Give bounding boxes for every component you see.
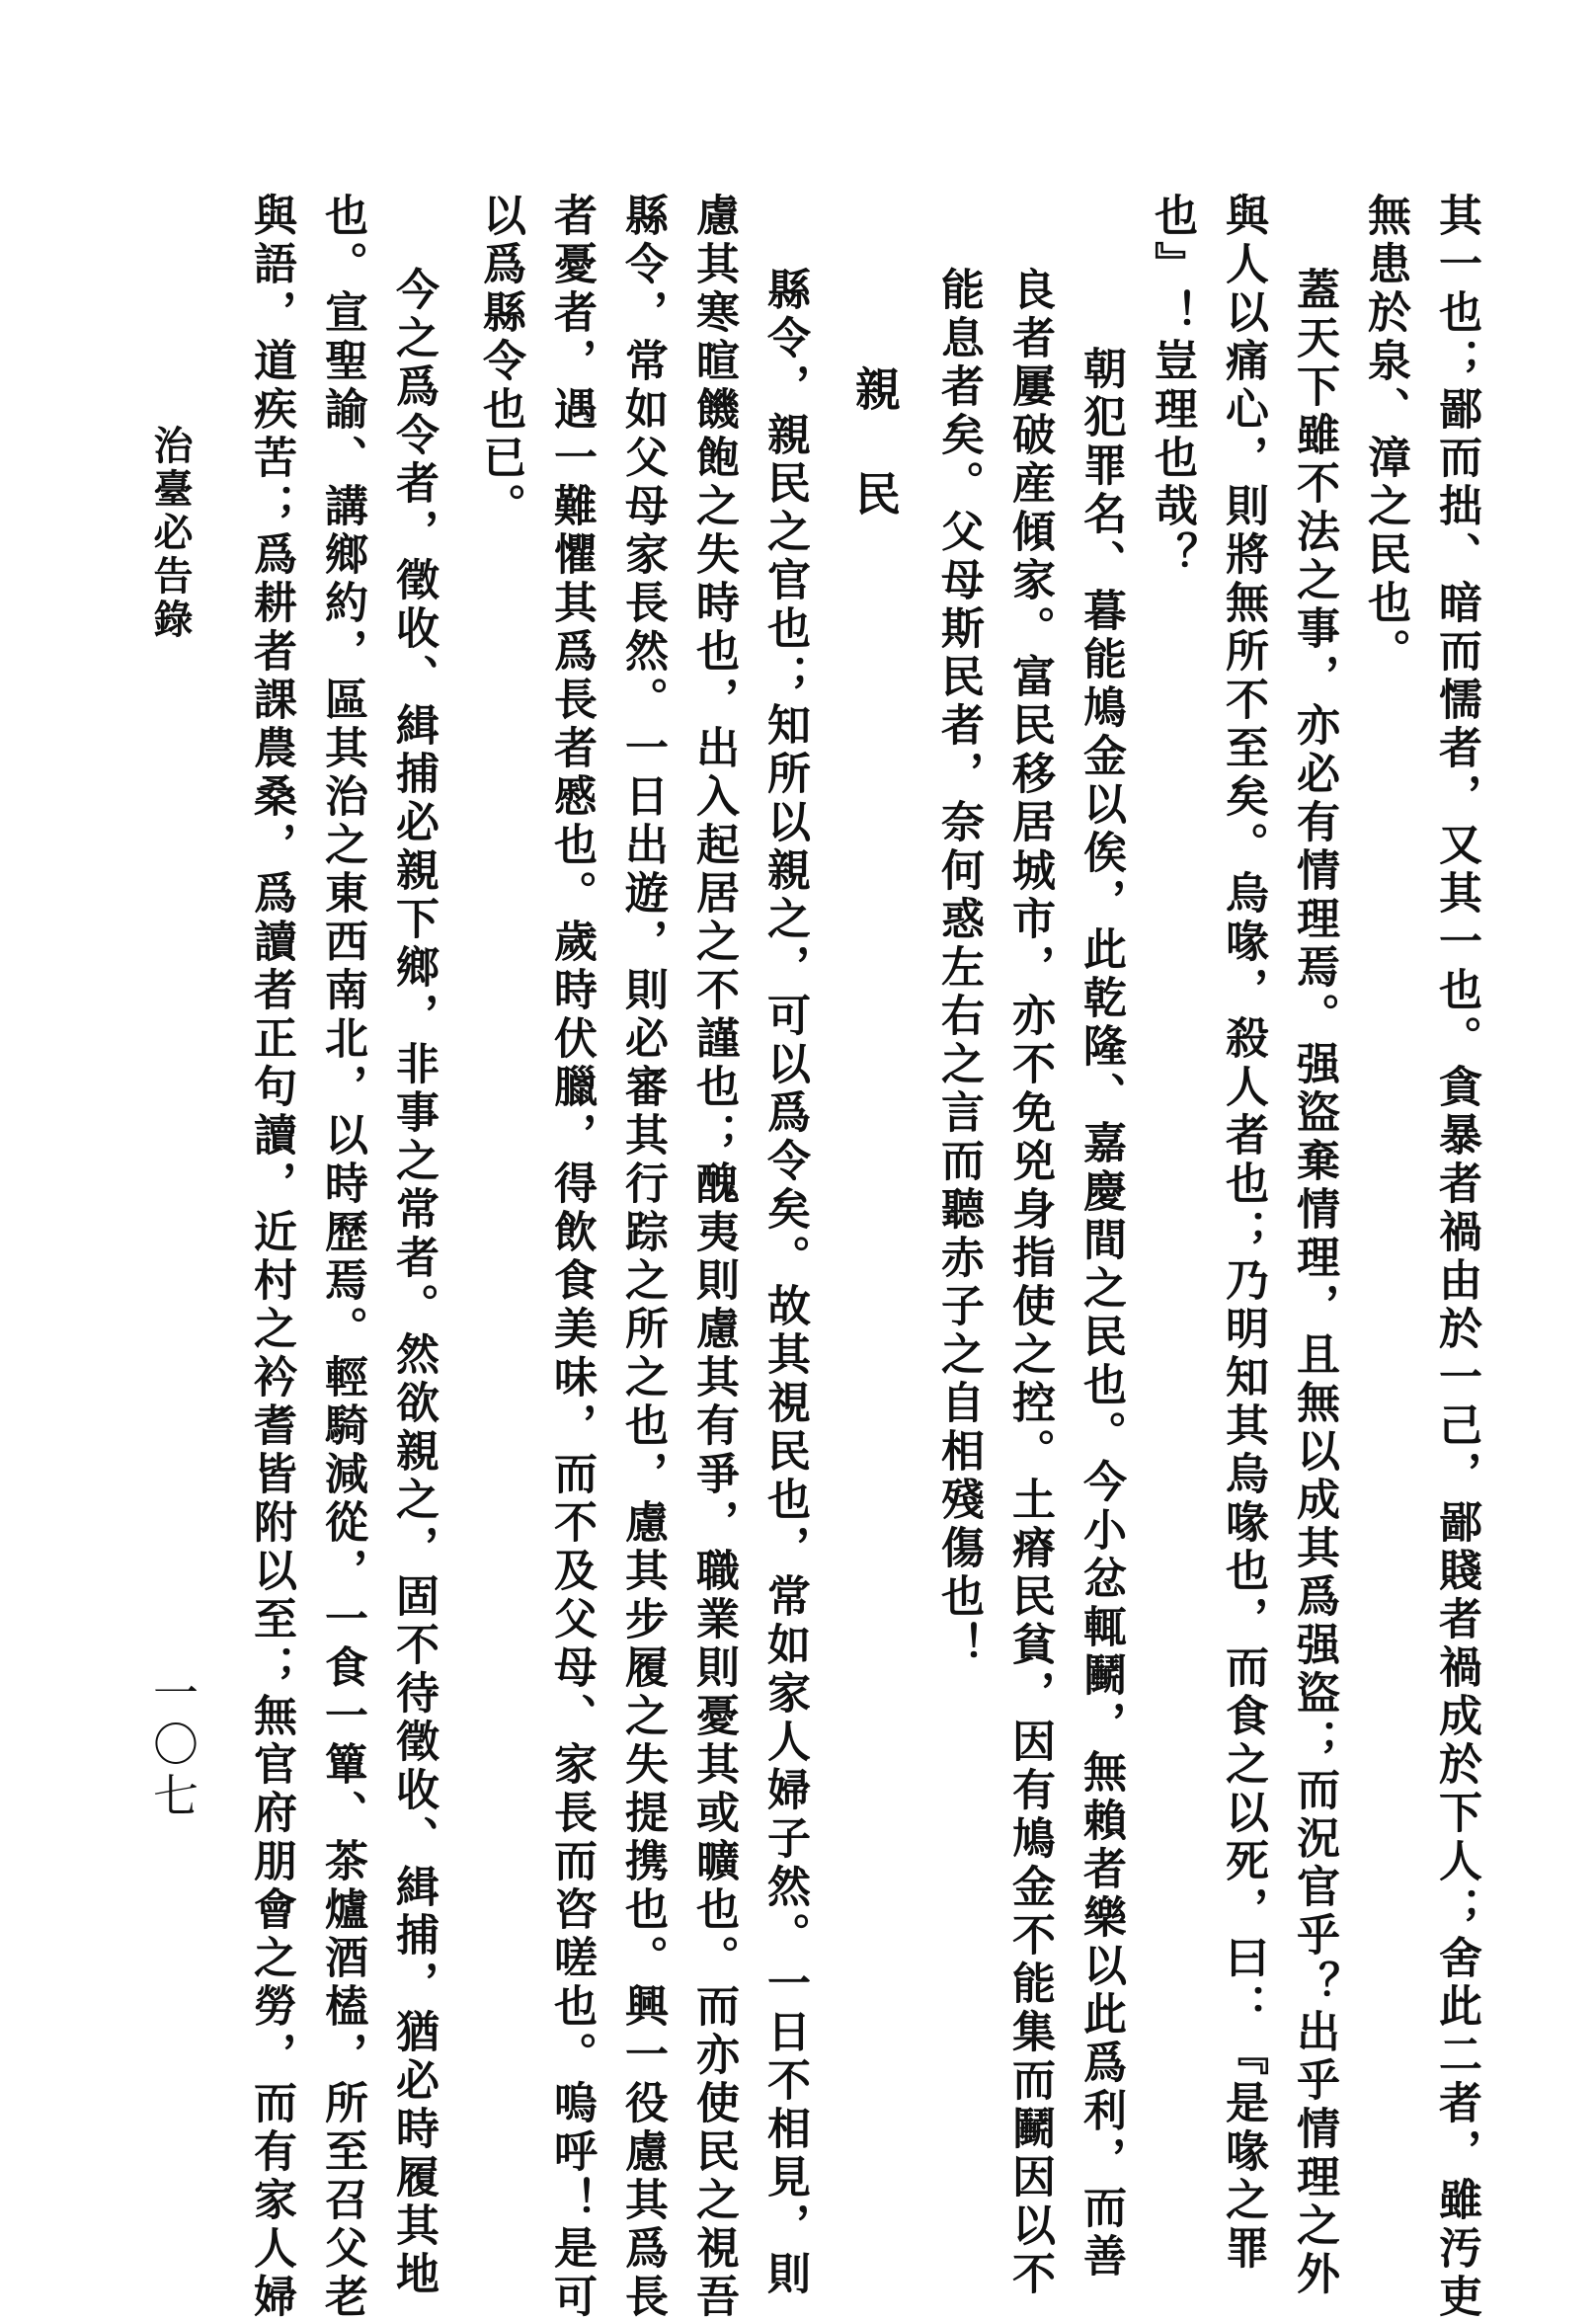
text-column-12: 者憂者，遇一難懼其爲長者慼也。歲時伏臘，得飲食美味，而不及父母、家長而咨嗟也。嗚呼！是可 [546,193,597,2322]
text-column-6: 朝犯罪名、暮能鳩金以俟，此乾隆、嘉慶間之民也。今小忿輒鬭，無賴者樂以此爲利，而善 [1076,346,1126,2282]
text-column-14: 今之爲令者，徵收、緝捕必親下鄉，非事之常者。然欲親之，固不待徵收、緝捕，猶必時履其地 [388,267,439,2299]
text-column-13: 以爲縣令也已。 [475,193,525,531]
text-column-9: 縣令，親民之官也；知所以親之，可以爲令矣。故其視民也，常如家人婦子然。一日不相見，則 [759,267,810,2299]
text-column-7: 良者屢破産傾家。富民移居城市，亦不免兇身指使之控。土瘠民貧，因有鳩金不能集而鬭因以不 [1004,267,1055,2299]
page-number: 一〇七 [146,1669,200,1823]
book-title: 治臺必告錄 [147,425,194,642]
text-column-5: 也』！豈理也哉？ [1147,193,1197,580]
text-column-3: 蓋天下雖不法之事，亦必有情理焉。强盜棄情理，且無以成其爲强盜；而況官乎？出乎情理之外 [1289,267,1339,2299]
text-column-4: 與人以痛心，則將無所不至矣。烏喙，殺人者也；乃明知其烏喙也，而食之以死，曰：『是喙之罪 [1218,193,1268,2274]
text-column-11: 縣令，常如父母家長然。一日出遊，則必審其行踪之所之也，慮其步履之失提携也。興一役慮其爲長 [617,193,668,2322]
text-column-10: 慮其寒暄饑飽之失時也，出入起居之不謹也；醜夷則慮其有爭，職業則憂其或曠也。而亦使民之視吾 [688,193,739,2322]
text-column-16: 與語，道疾苦；爲耕者課農桑，爲讀者正句讀，近村之衿耆皆附以至；無官府朋會之勞，而有家人婦 [246,193,296,2322]
text-column-15: 也。宣聖諭、講鄉約，區其治之東西南北，以時歷焉。輕騎減從，一食一簞、茶爐酒榼，所至召父老 [317,193,367,2322]
section-heading: 親民 [848,365,902,575]
text-column-2: 無患於泉、漳之民也。 [1360,193,1410,677]
text-column-1: 其一也；鄙而拙、暗而懦者，又其一也。貪暴者禍由於一己，鄙賤者禍成於下人；舍此二者，雖汚吏 [1431,193,1481,2322]
text-column-8: 能息者矣。父母斯民者，奈何惑左右之言而聽赤子之自相殘傷也！ [933,267,984,1670]
